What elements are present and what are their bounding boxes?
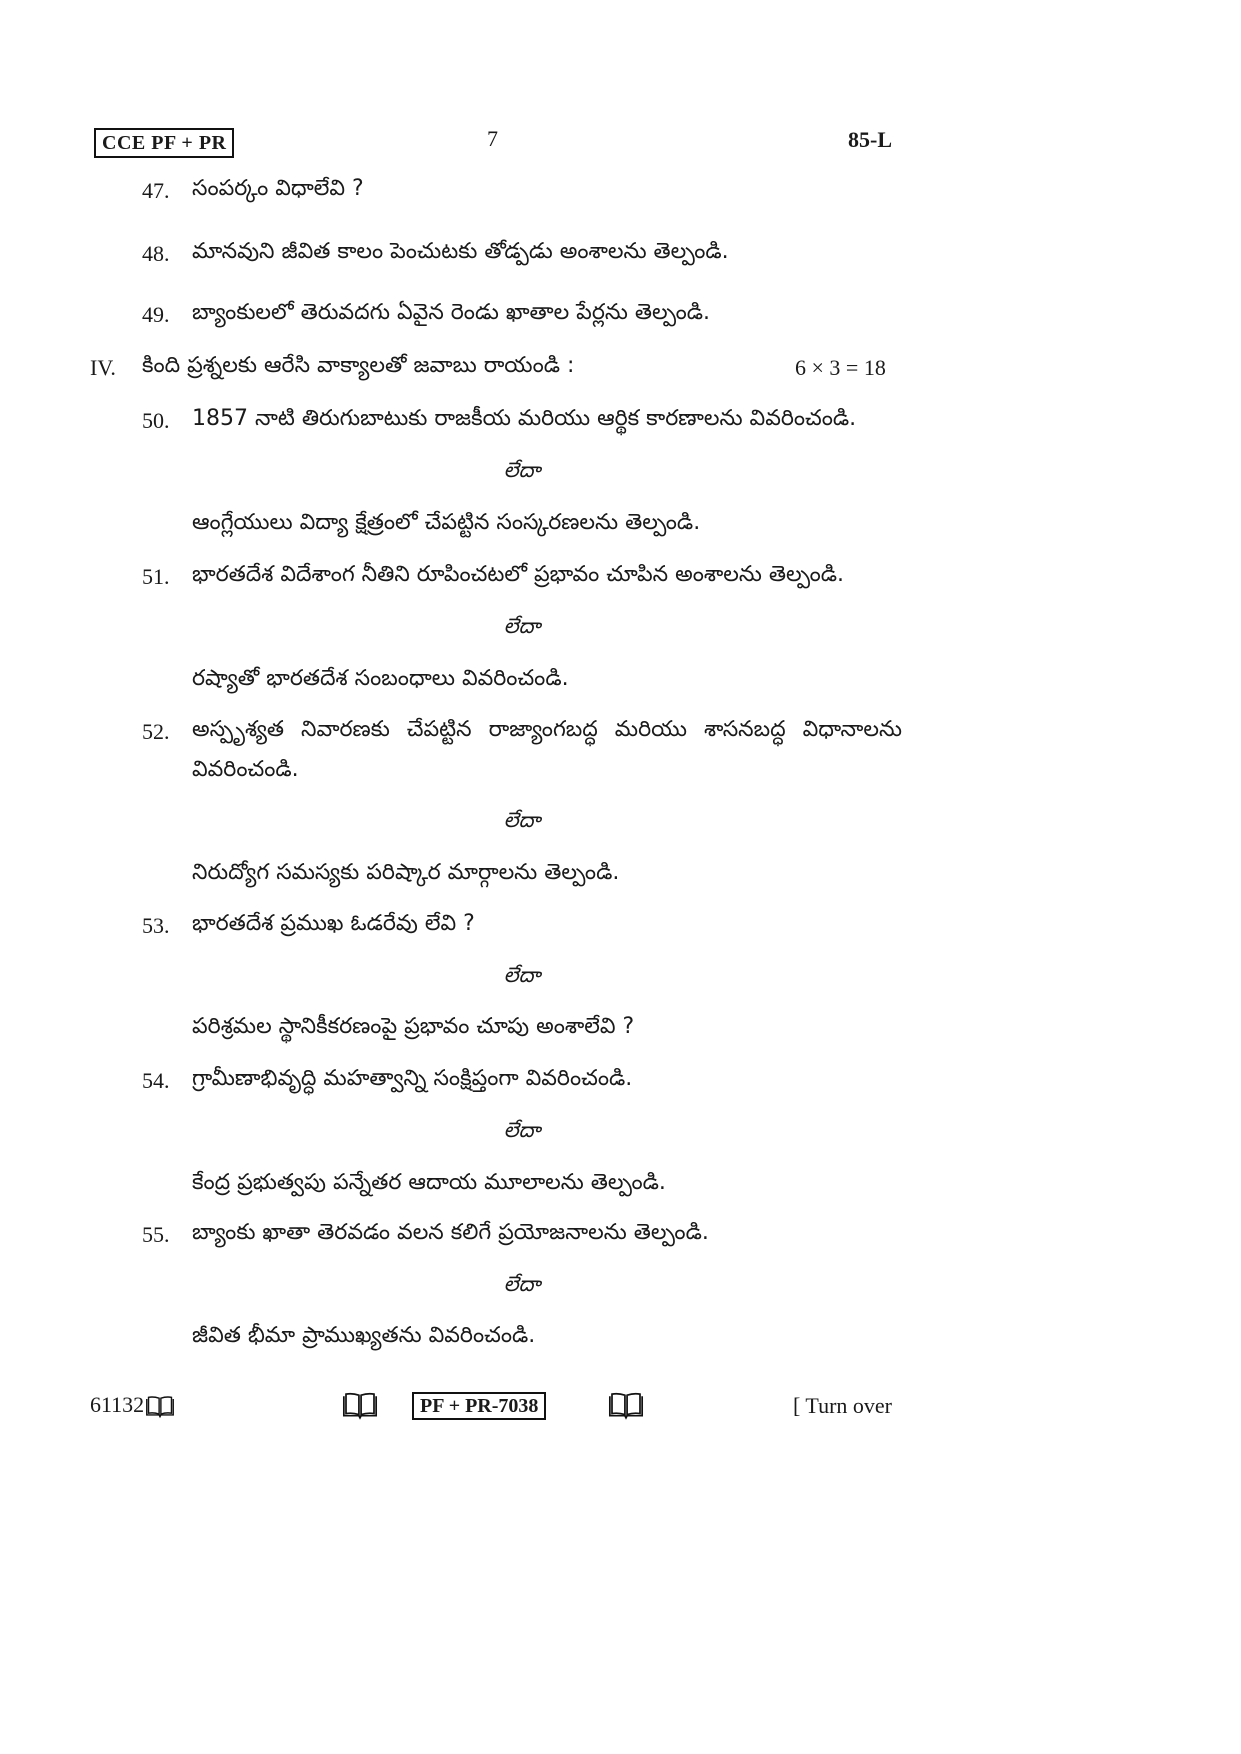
- book-icon: [340, 1392, 380, 1420]
- book-icon: [606, 1392, 646, 1420]
- footer-paper-code-box: PF + PR-7038: [412, 1392, 546, 1420]
- question-text: సంపర్కం విధాలేవి ?: [192, 176, 364, 201]
- footer-serial: [90, 1392, 175, 1419]
- question-alternative-text: నిరుద్యోగ సమస్యకు పరిష్కార మార్గాలను తెల్పండి.: [192, 860, 620, 885]
- question-number: 48.: [142, 241, 170, 266]
- header-exam-code-box: CCE PF + PR: [94, 128, 234, 158]
- question-text: 1857 నాటి తిరుగుబాటుకు రాజకీయ మరియు ఆర్థిక కారణాలను వివరించండి.: [192, 406, 857, 431]
- question-text-line: అస్పృశ్యత నివారణకు చేపట్టిన రాజ్యాంగబద్ధ మరియు శాసనబద్ధ విధానాలను: [192, 717, 902, 742]
- section-roman-numeral: IV.: [90, 355, 116, 380]
- or-label: లేదా: [503, 808, 541, 832]
- paper-code: 85-L: [848, 127, 892, 152]
- page-number: 7: [487, 126, 498, 151]
- or-label: లేదా: [503, 614, 541, 638]
- question-text: భారతదేశ ప్రముఖ ఓడరేవు లేవి ?: [192, 911, 475, 936]
- question-number: 47.: [142, 178, 170, 203]
- question-number: 52.: [142, 719, 170, 744]
- question-number: 53.: [142, 913, 170, 938]
- question-text: గ్రామీణాభివృద్ధి మహత్వాన్ని సంక్షిప్తంగా వివరించండి.: [192, 1066, 633, 1091]
- question-text: బ్యాంకు ఖాతా తెరవడం వలన కలిగే ప్రయోజనాలను తెల్పండి.: [192, 1220, 709, 1245]
- or-label: లేదా: [503, 1272, 541, 1296]
- or-label: లేదా: [503, 458, 541, 482]
- question-number: 50.: [142, 408, 170, 433]
- question-text: బ్యాంకులలో తెరువదగు ఏవైన రెండు ఖాతాల పేర్లను తెల్పండి.: [192, 300, 711, 325]
- question-alternative-text: జీవిత భీమా ప్రాముఖ్యతను వివరించండి.: [192, 1323, 536, 1348]
- question-alternative-text: పరిశ్రమల స్థానికీకరణంపై ప్రభావం చూపు అంశాలేవి ?: [192, 1014, 635, 1039]
- or-label: లేదా: [503, 963, 541, 987]
- question-text: భారతదేశ విదేశాంగ నీతిని రూపించటలో ప్రభావం చూపిన అంశాలను తెల్పండి.: [192, 562, 845, 587]
- serial-number: 61132: [90, 1392, 145, 1417]
- turn-over-label: [ Turn over: [793, 1393, 893, 1418]
- section-instruction: కింది ప్రశ్నలకు ఆరేసి వాక్యాలతో జవాబు రాయండి :: [142, 353, 575, 378]
- question-number: 49.: [142, 302, 170, 327]
- question-alternative-text: కేంద్ర ప్రభుత్వపు పన్నేతర ఆదాయ మూలాలను తెల్పండి.: [192, 1170, 666, 1195]
- book-icon: [145, 1395, 175, 1419]
- question-alternative-text: రష్యాతో భారతదేశ సంబంధాలు వివరించండి.: [192, 666, 569, 691]
- question-number: 51.: [142, 564, 170, 589]
- question-number: 54.: [142, 1068, 170, 1093]
- question-text-block: [192, 708, 902, 752]
- question-alternative-text: ఆంగ్లేయులు విద్యా క్షేత్రంలో చేపట్టిన సంస్కరణలను తెల్పండి.: [192, 510, 701, 535]
- question-number: 55.: [142, 1222, 170, 1247]
- section-marks: 6 × 3 = 18: [795, 355, 886, 380]
- question-text-line: వివరించండి.: [192, 757, 299, 782]
- or-label: లేదా: [503, 1118, 541, 1142]
- question-text: మానవుని జీవిత కాలం పెంచుటకు తోడ్పడు అంశాలను తెల్పండి.: [192, 239, 729, 264]
